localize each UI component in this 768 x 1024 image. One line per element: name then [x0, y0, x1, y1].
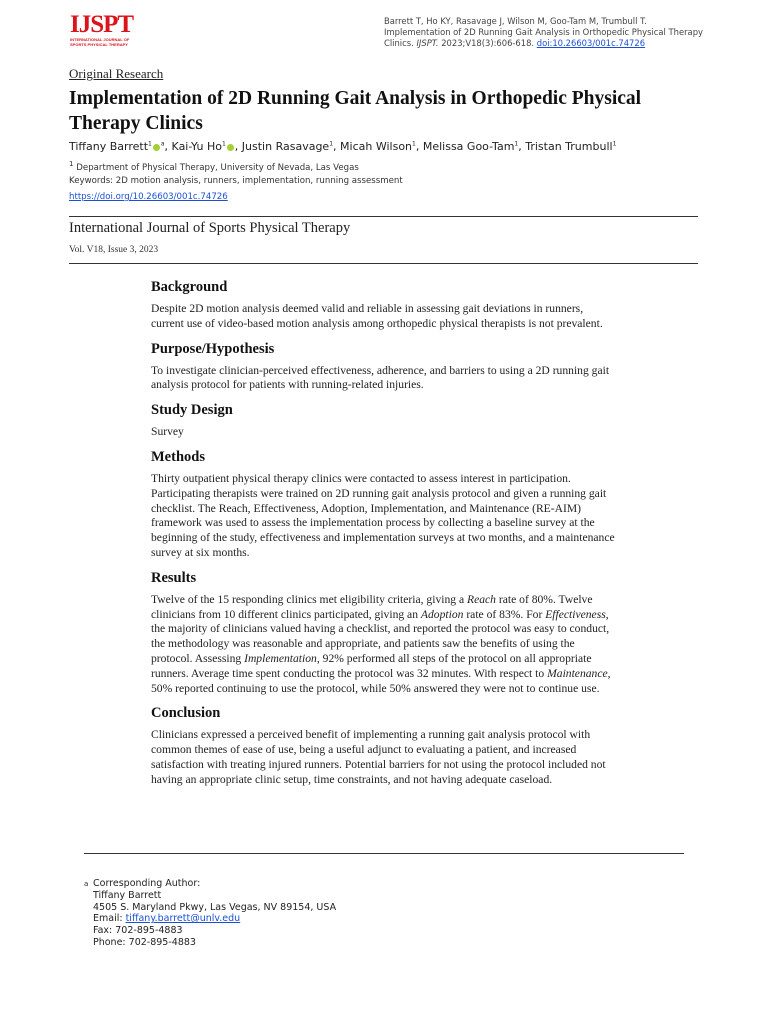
- author-affiliation-mark: 1: [148, 140, 152, 148]
- abstract-text-design: Survey: [151, 425, 184, 439]
- orcid-icon[interactable]: [227, 144, 234, 151]
- abstract-heading-purpose: Purpose/Hypothesis: [151, 340, 275, 357]
- logo-mark: IJSPT: [70, 11, 134, 38]
- author-name[interactable]: Tristan Trumbull: [525, 140, 613, 153]
- footnote-fax: Fax: 702-895-4883: [93, 925, 183, 937]
- results-text: , 50% reported continuing to use the protocol, while 50% answered they were not to continue use.: [151, 666, 611, 695]
- abstract-text-methods: Thirty outpatient physical therapy clinics were contacted to assess interest in participation. Participating therapists were trained on 2D running gait analysis protocol and given a running gait checklist. The Reach, Effectiveness, Adoption, Implementation, and Maintenance (RE-AIM) framework was used to assess the implementation process by collecting a baseline survey at the beginning of the study, effectiveness and implementation surveys at two months, and a maintenance survey at six months.: [151, 471, 615, 559]
- citation-doi-link[interactable]: doi:10.26603/001c.74726: [536, 38, 646, 48]
- citation-volume: 2023;V18(3):606-618.: [441, 38, 535, 48]
- author-list: Tiffany Barrett$^1$ $^a$, Kai-Yu Ho$^1$ , Justin Rasavage$^1$, Micah Wilson$^1$, Melissa Goo-Tam$^1$, Tristan Trumbull$^1$: [69, 140, 617, 153]
- abstract-text-results: [151, 593, 616, 697]
- abstract-heading-background: Background: [151, 279, 228, 295]
- author-affiliation-mark: 1: [221, 140, 226, 148]
- corresponding-mark: a: [160, 140, 165, 148]
- footnote-email-line: [93, 913, 336, 925]
- results-text: , the majority of clinicians valued having a checklist, and reported the protocol was easy to conduct, the methodology was reasonable and appropriate, and patients saw the benefits of using the protocol. Assessing: [151, 607, 610, 665]
- affiliation: [69, 159, 359, 173]
- email-link[interactable]: tiffany.barrett@unlv.edu: [125, 913, 241, 925]
- abstract-heading-results: Results: [151, 569, 197, 586]
- results-term: Reach: [467, 592, 496, 606]
- abstract: [151, 278, 616, 796]
- author-affiliation-mark: 1: [412, 140, 416, 148]
- author-affiliation-mark: 1: [612, 140, 617, 148]
- footnote-divider: [84, 853, 684, 854]
- author-name[interactable]: Tiffany Barrett: [69, 140, 149, 153]
- results-text: , 92% performed all steps of the protocol on all appropriate runners. Average time spent conducting the protocol was 32 minutes. With respect to: [151, 651, 592, 680]
- affiliation-number: 1: [69, 159, 74, 168]
- author-name[interactable]: Micah Wilson: [340, 140, 413, 153]
- results-term: Implementation: [244, 651, 317, 665]
- article-section-label[interactable]: Original Research: [69, 66, 164, 81]
- divider: [69, 216, 698, 217]
- results-text: Twelve of the 15 responding clinics met eligibility criteria, giving a: [151, 592, 468, 606]
- orcid-icon[interactable]: [153, 144, 160, 151]
- abstract-heading-conclusion: Conclusion: [151, 705, 221, 722]
- author-affiliation-mark: 1: [514, 140, 519, 148]
- author-name[interactable]: Kai-Yu Ho: [171, 140, 222, 153]
- abstract-text-background: Despite 2D motion analysis deemed valid and reliable in assessing gait deviations in runners, current use of video-based motion analysis among orthopedic physical therapists is not prevalent.: [151, 302, 603, 330]
- citation-journal: IJSPT.: [416, 38, 439, 48]
- volume-issue: Vol. V18, Issue 3, 2023: [69, 245, 159, 255]
- doi-link[interactable]: https://doi.org/10.26603/001c.74726: [69, 192, 228, 202]
- footnote-name: Tiffany Barrett: [93, 889, 162, 901]
- keywords: Keywords: 2D motion analysis, runners, implementation, running assessment: [69, 176, 403, 186]
- footnote-phone: Phone: 702-895-4883: [93, 936, 196, 948]
- paper-title: Implementation of 2D Running Gait Analysis in Orthopedic Physical Therapy Clinics: [69, 88, 642, 134]
- abstract-heading-methods: Methods: [151, 448, 205, 465]
- footnote-address: 4505 S. Maryland Pkwy, Las Vegas, NV 89154, USA: [93, 901, 337, 913]
- logo-subtext: INTERNATIONAL JOURNAL OF SPORTS PHYSICAL THERAPY: [70, 37, 130, 47]
- results-text: rate of 80%. Twelve clinicians from 10 different clinics participated, giving an: [151, 592, 593, 621]
- results-text: rate of 83%. For: [463, 607, 546, 621]
- citation-block: [384, 16, 704, 49]
- divider: [69, 263, 698, 264]
- footnote-label: Corresponding Author:: [93, 878, 201, 889]
- email-label: Email:: [93, 913, 126, 925]
- affiliation-text: Department of Physical Therapy, University of Nevada, Las Vegas: [76, 162, 359, 173]
- author-name[interactable]: Justin Rasavage: [241, 140, 330, 153]
- results-term: Effectiveness: [545, 607, 606, 621]
- abstract-text-conclusion: Clinicians expressed a perceived benefit of implementing a running gait analysis protocol with common themes of ease of use, being a useful adjunct to evaluating a patient, and increased satisfaction with treating injured runners. Potential barriers for not using the protocol included not having an appropriate clinic setup, time constraints, and not having adequate caseload.: [151, 728, 606, 786]
- footnote-mark: a: [84, 880, 89, 888]
- corresponding-author-footnote: [84, 878, 336, 949]
- author-name[interactable]: Melissa Goo-Tam: [422, 140, 515, 153]
- results-term: Adoption: [420, 607, 464, 621]
- journal-name: International Journal of Sports Physical Therapy: [69, 220, 351, 236]
- citation-text: Barrett T, Ho KY, Rasavage J, Wilson M, Goo-Tam M, Trumbull T. Implementation of 2D Running Gait Analysis in Orthopedic Physical Therapy Clinics.: [384, 16, 703, 48]
- results-term: Maintenance: [547, 666, 608, 680]
- abstract-heading-design: Study Design: [151, 402, 233, 419]
- author-affiliation-mark: 1: [329, 140, 334, 148]
- abstract-text-purpose: To investigate clinician-perceived effectiveness, adherence, and barriers to using a 2D running gait analysis protocol for patients with running-related injuries.: [151, 363, 610, 392]
- journal-logo: [70, 12, 134, 48]
